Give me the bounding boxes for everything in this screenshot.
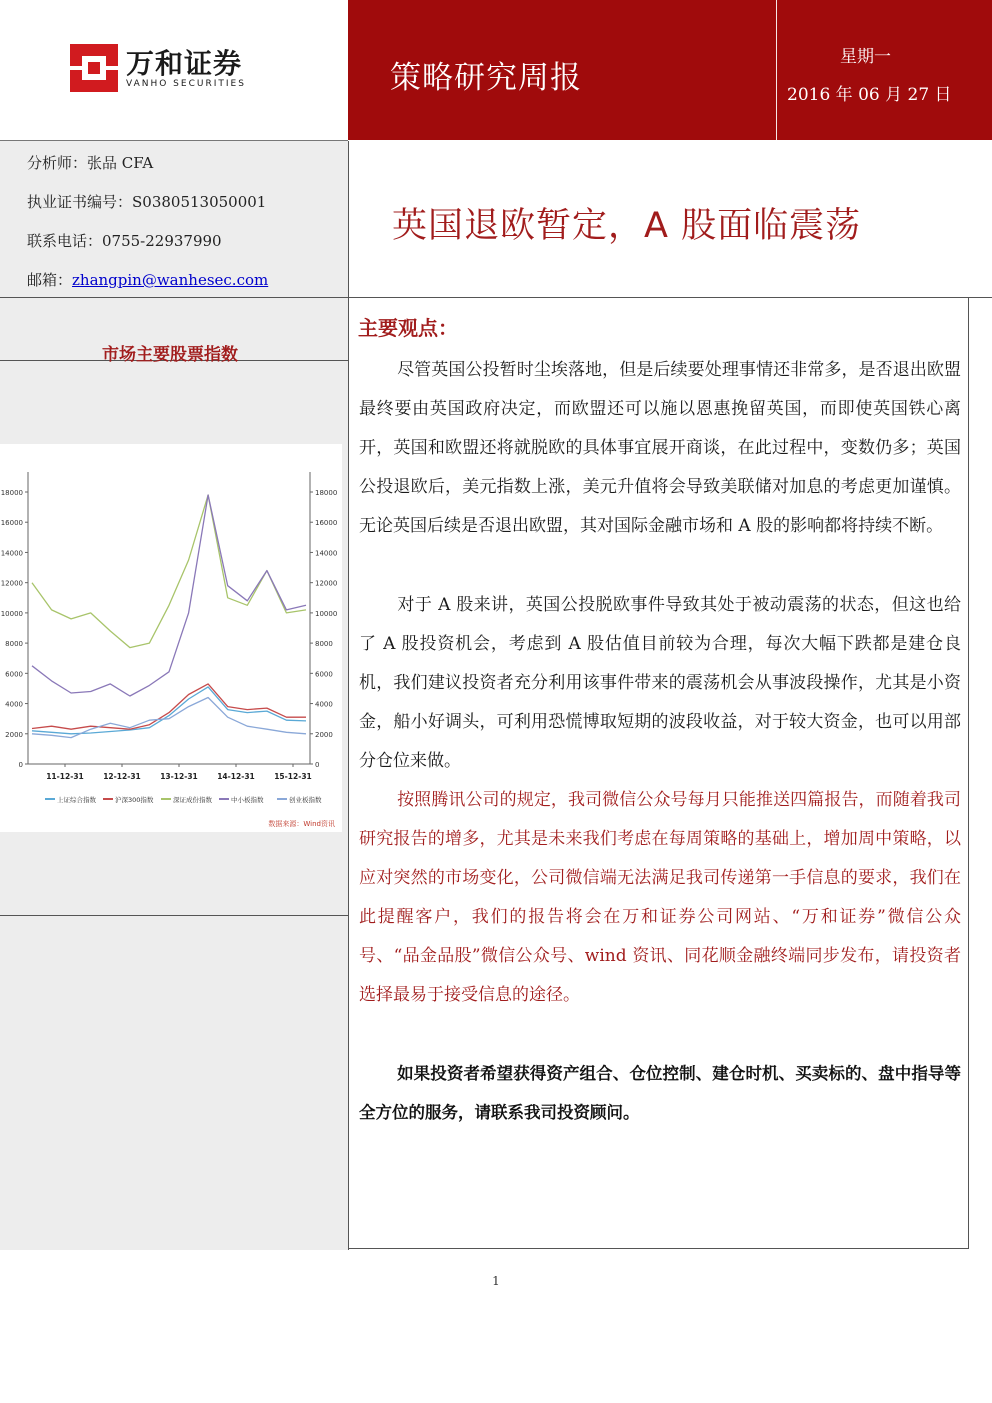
report-date: 2016 年 06 月 27 日 — [787, 85, 952, 105]
y-tick-label-left: 8000 — [5, 640, 23, 649]
logo-chinese-name: 万和证券 — [126, 47, 243, 80]
y-tick-label-right: 0 — [315, 761, 320, 769]
x-tick-label: 13-12-31 — [160, 772, 198, 781]
x-tick-label: 14-12-31 — [217, 772, 255, 781]
paragraph-notice — [359, 781, 961, 1015]
y-tick-label-right: 8000 — [315, 640, 333, 649]
email-link[interactable]: zhangpin@wanhesec.com — [72, 271, 269, 289]
page-number: 1 — [492, 1274, 500, 1288]
banner-divider — [776, 0, 777, 140]
report-headline: 英国退欧暂定，A 股面临震荡 — [392, 206, 862, 246]
legend-label: 中小板指数 — [231, 796, 264, 804]
legend-label: 深证成份指数 — [173, 796, 212, 804]
index-chart — [0, 444, 342, 832]
y-tick-label-right: 14000 — [315, 549, 338, 558]
paragraph-text: 对于 A 股来讲，英国公投脱欧事件导致其处于被动震荡的状态，但这也给了 A 股投资机会，考虑到 A 股估值目前较为合理，每次大幅下跌都是建仓良机，我们建议投资者充分利用该事件带来的震荡机会从事波段操作，尤其是小资金，船小好调头，可利用恐慌博取短期的波段收益，对于较大资金，也可以用部分仓位来做。 — [359, 595, 961, 771]
y-tick-label-left: 12000 — [0, 579, 23, 588]
legend-label: 创业板指数 — [289, 796, 322, 804]
analyst-cert: 执业证书编号：S0380513050001 — [27, 193, 267, 211]
index-chart-svg — [0, 444, 342, 832]
legend-label: 沪深300指数 — [115, 796, 154, 804]
chart-source: 数据来源：Wind资讯 — [268, 820, 335, 828]
x-tick-label: 11-12-31 — [46, 772, 84, 781]
y-tick-label-right: 2000 — [315, 730, 333, 739]
y-tick-label-left: 10000 — [0, 609, 23, 618]
analyst-phone: 联系电话：0755-22937990 — [27, 232, 222, 250]
paragraph-contact — [359, 1054, 961, 1132]
series-line — [32, 687, 306, 734]
analyst-email-row — [27, 269, 268, 290]
divider — [0, 915, 348, 916]
analyst-info — [0, 141, 349, 298]
y-tick-label-right: 16000 — [315, 519, 338, 528]
logo-english-name: VANHO SECURITIES — [126, 79, 246, 89]
y-tick-label-left: 4000 — [5, 700, 23, 709]
paragraph-text: 如果投资者希望获得资产组合、仓位控制、建仓时机、买卖标的、盘中指导等全方位的服务，请联系我司投资顾问。 — [359, 1064, 961, 1122]
y-tick-label-left: 18000 — [0, 489, 23, 497]
x-tick-label: 12-12-31 — [103, 772, 141, 781]
email-label: 邮箱： — [27, 271, 73, 289]
y-tick-label-left: 16000 — [0, 519, 23, 528]
series-line — [32, 495, 306, 696]
y-tick-label-left: 6000 — [5, 670, 23, 679]
y-tick-label-right: 12000 — [315, 579, 338, 588]
key-points-title: 主要观点： — [358, 316, 458, 340]
legend-label: 上证综合指数 — [57, 796, 96, 804]
y-tick-label-left: 0 — [18, 761, 23, 769]
y-tick-label-left: 14000 — [0, 549, 23, 558]
x-tick-label: 15-12-31 — [274, 772, 312, 781]
report-weekday: 星期一 — [840, 47, 891, 67]
y-tick-label-right: 6000 — [315, 670, 333, 679]
analyst-name: 分析师：张品 CFA — [27, 154, 154, 172]
paragraph — [359, 351, 961, 546]
y-tick-label-right: 10000 — [315, 609, 338, 618]
y-tick-label-left: 2000 — [5, 730, 23, 739]
y-tick-label-right: 4000 — [315, 700, 333, 709]
y-tick-label-right: 18000 — [315, 489, 338, 497]
logo-mark-icon — [70, 44, 118, 92]
paragraph — [359, 586, 961, 781]
paragraph-text: 按照腾讯公司的规定，我司微信公众号每月只能推送四篇报告，而随着我司研究报告的增多，尤其是未来我们考虑在每周策略的基础上，增加周中策略，以应对突然的市场变化，公司微信端无法满足我司传递第一手信息的要求，我们在此提醒客户，我们的报告将会在万和证券公司网站、“万和证券”微信公众号、“品金品股”微信公众号、wind 资讯、同花顺金融终端同步发布，请投资者选择最易于接受信息的途径。 — [359, 790, 961, 1005]
series-line — [32, 684, 306, 729]
series-line — [32, 698, 306, 738]
report-title: 策略研究周报 — [390, 60, 582, 96]
paragraph-text: 尽管英国公投暂时尘埃落地，但是后续要处理事情还非常多，是否退出欧盟最终要由英国政府决定，而欧盟还可以施以恩惠挽留英国，而即使英国铁心离开，英国和欧盟还将就脱欧的具体事宜展开商谈，在此过程中，变数仍多；英国公投退欧后，美元指数上涨，美元升值将会导致美联储对加息的考虑更加谨慎。无论英国后续是否退出欧盟，其对国际金融市场和 A 股的影响都将持续不断。 — [359, 360, 961, 536]
company-logo — [60, 38, 290, 100]
sidebar-title: 市场主要股票指数 — [102, 345, 238, 365]
series-line — [32, 495, 306, 648]
